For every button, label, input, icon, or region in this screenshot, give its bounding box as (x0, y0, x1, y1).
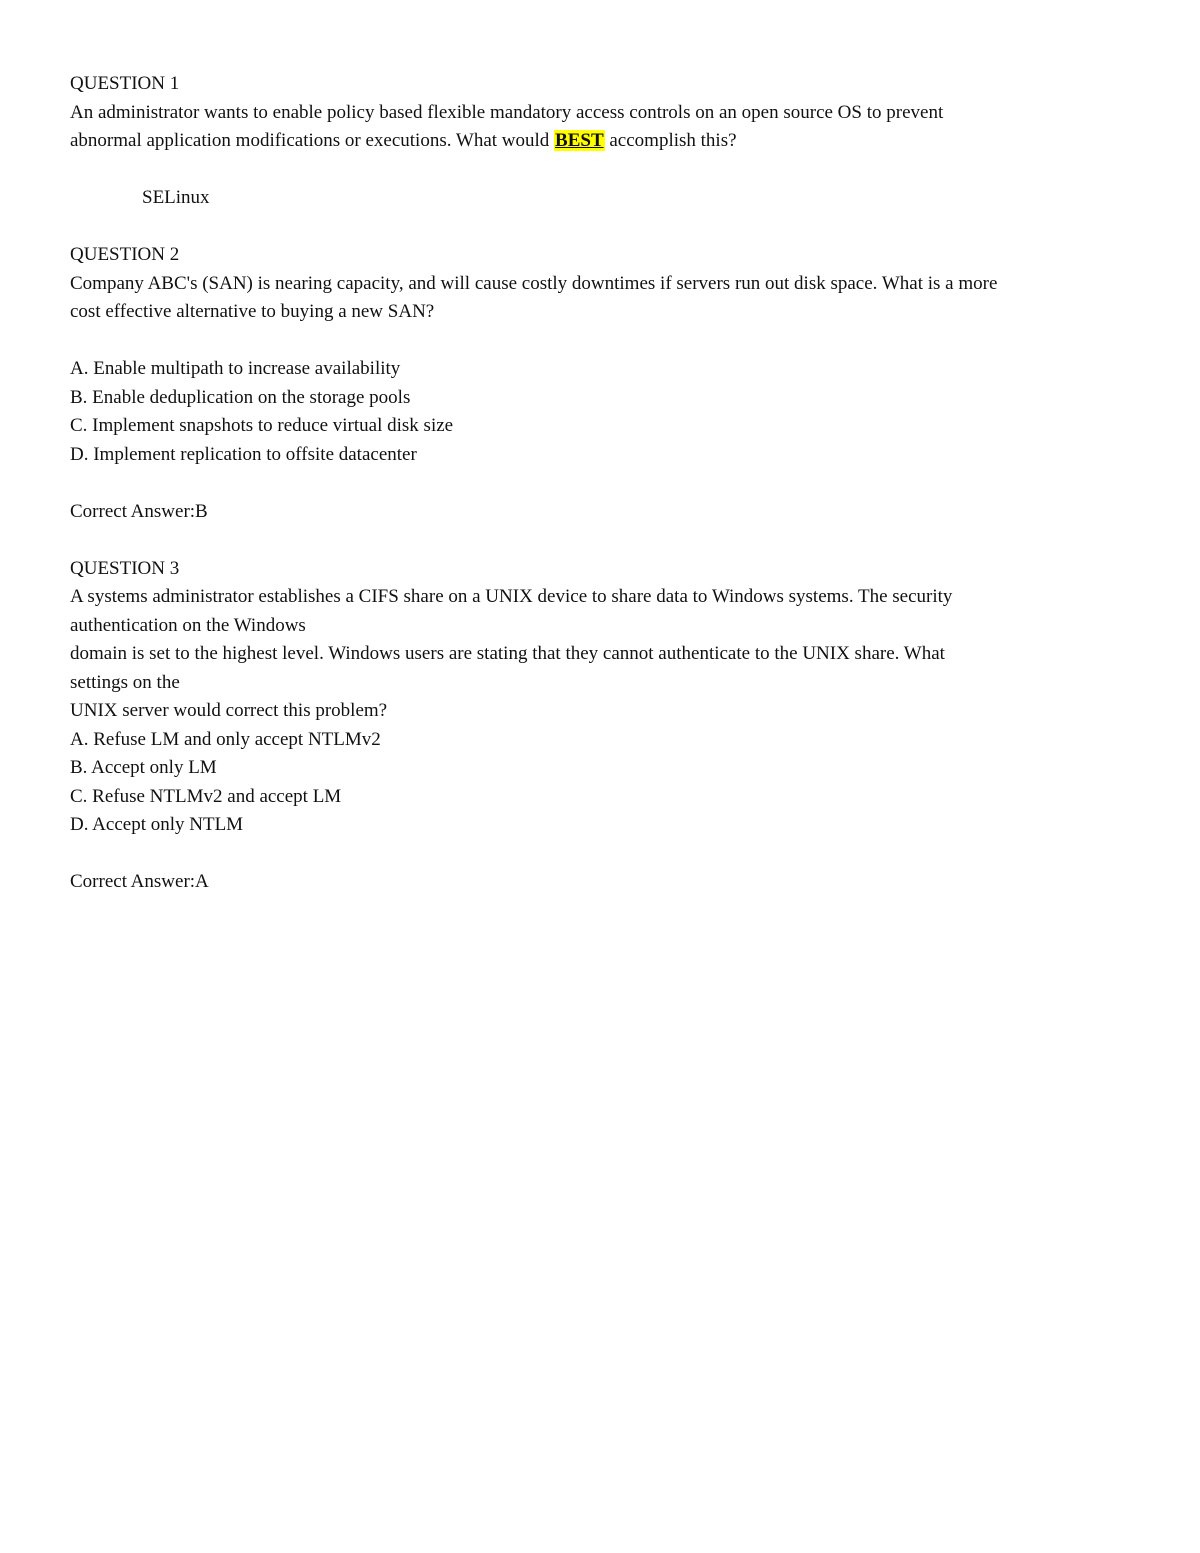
question-1-text-before: abnormal application modifications or executions. What would (70, 130, 555, 151)
question-1-text-after: accomplish this? (604, 130, 737, 151)
question-1-text-line-2 (70, 127, 1150, 156)
question-3-heading: QUESTION 3 (70, 557, 180, 579)
spacer (70, 156, 1150, 185)
document-page (70, 70, 1150, 897)
spacer (70, 213, 1150, 242)
question-2-text-line-1: Company ABC's (SAN) is nearing capacity, and will cause costly downtimes if servers run out disk space. What is a more (70, 272, 998, 294)
question-3-text-line-4: settings on the (70, 671, 180, 693)
question-1-text-line-1: An administrator wants to enable policy based flexible mandatory access controls on an open source OS to prevent (70, 101, 944, 123)
spacer (70, 469, 1150, 498)
best-highlight: BEST (555, 130, 604, 151)
question-1 (70, 70, 1150, 241)
question-3-text-line-3: domain is set to the highest level. Windows users are stating that they cannot authenticate to the UNIX share. What (70, 643, 945, 664)
question-3-option-c: C. Refuse NTLMv2 and accept LM (70, 785, 342, 807)
question-2-text-line-2: cost effective alternative to buying a new SAN? (70, 301, 435, 322)
spacer (70, 327, 1150, 356)
question-2-option-d: D. Implement replication to offsite datacenter (70, 443, 417, 465)
question-3-option-d: D. Accept only NTLM (70, 814, 244, 835)
question-1-heading: QUESTION 1 (70, 73, 180, 94)
question-2-option-b: B. Enable deduplication on the storage pools (70, 386, 411, 408)
spacer (70, 526, 1150, 555)
question-3-option-b: B. Accept only LM (70, 757, 217, 778)
question-2-option-c: C. Implement snapshots to reduce virtual disk size (70, 415, 454, 436)
question-2 (70, 241, 1150, 555)
question-2-heading: QUESTION 2 (70, 244, 180, 265)
question-3-text-line-5: UNIX server would correct this problem? (70, 700, 388, 721)
question-3-text-line-1: A systems administrator establishes a CIFS share on a UNIX device to share data to Windows systems. The security (70, 586, 953, 607)
spacer (70, 840, 1150, 869)
question-1-answer: SELinux (142, 187, 210, 208)
question-3-option-a: A. Refuse LM and only accept NTLMv2 (70, 728, 381, 750)
question-2-correct-answer: Correct Answer:B (70, 500, 208, 522)
question-3-correct-answer: Correct Answer:A (70, 871, 209, 892)
question-3-text-line-2: authentication on the Windows (70, 614, 306, 636)
question-2-option-a: A. Enable multipath to increase availability (70, 358, 401, 379)
question-3 (70, 555, 1150, 897)
